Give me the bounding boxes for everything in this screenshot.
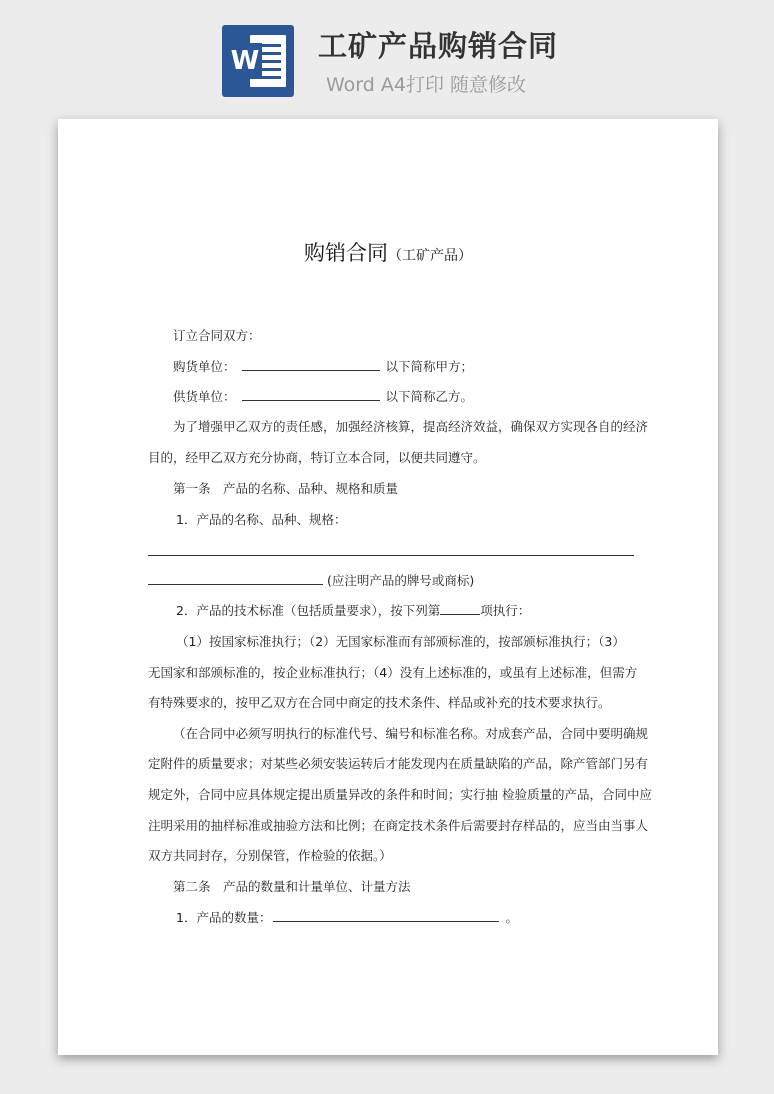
- document-title-main: 购销合同: [304, 241, 388, 265]
- article-2-item-1-end: 。: [505, 910, 518, 925]
- standard-line-1: （1）按国家标准执行；（2）无国家标准而有部颁标准的，按部颁标准执行；（3）: [176, 634, 625, 649]
- article-1-item-2-prefix: 2．产品的技术标准（包括质量要求），按下列第: [176, 603, 441, 618]
- banner: [0, 0, 774, 118]
- document-title: [58, 237, 718, 267]
- quantity-blank: [273, 909, 499, 922]
- buyer-label: 购货单位：: [173, 359, 236, 374]
- article-1-item-2: [176, 601, 530, 619]
- note-line-5: 双方共同封存，分别保管，作检验的依据。）: [148, 848, 392, 863]
- article-1-item-1: 1．产品的名称、品种、规格：: [176, 512, 347, 527]
- brand-blank: [148, 572, 323, 585]
- intro-line-1: 为了增强甲乙双方的责任感，加强经济核算，提高经济效益，确保双方实现各自的经济: [173, 419, 649, 434]
- article-1-heading: 第一条 产品的名称、品种、规格和质量: [173, 481, 399, 496]
- note-line-3: 规定外，合同中应具体规定提出质量异改的条件和时间；实行抽 检验质量的产品，合同中应: [148, 787, 652, 802]
- product-spec-rule: [148, 555, 634, 556]
- buyer-suffix: 以下简称甲方；: [385, 359, 474, 374]
- intro-line-2: 目的，经甲乙双方充分协商，特订立本合同，以便共同遵守。: [148, 450, 486, 465]
- standard-line-2: 无国家和部颁标准的，按企业标准执行；（4）没有上述标准的，或虽有上述标准，但需方: [148, 665, 638, 680]
- word-document-icon: [222, 25, 294, 97]
- buyer-line: [173, 357, 473, 375]
- banner-title: 工矿产品购销合同: [318, 29, 559, 63]
- item-number-blank: [440, 602, 480, 615]
- seller-suffix: 以下简称乙方。: [385, 389, 474, 404]
- article-1-note: (应注明产品的牌号或商标): [327, 573, 475, 588]
- seller-blank: [242, 388, 380, 401]
- note-line-2: 定附件的质量要求；对某些必须安装运转后才能发现内在质量缺陷的产品，除产管部门另有: [148, 756, 649, 771]
- note-line-4: 注明采用的抽样标准或抽验方法和比例；在商定技术条件后需要封存样品的，应当由当事人: [148, 818, 649, 833]
- article-2-item-1: [176, 908, 518, 926]
- parties-heading: 订立合同双方：: [173, 328, 261, 343]
- buyer-blank: [242, 358, 380, 371]
- banner-subtitle: Word A4打印 随意修改: [326, 74, 527, 96]
- article-1-item-2-suffix: 项执行：: [480, 603, 531, 618]
- article-1-note-line: [148, 571, 474, 589]
- standard-line-3: 有特殊要求的，按甲乙双方在合同中商定的技术条件、样品或补充的技术要求执行。: [148, 695, 611, 710]
- article-2-heading: 第二条 产品的数量和计量单位、计量方法: [173, 879, 411, 894]
- seller-label: 供货单位：: [173, 389, 236, 404]
- note-line-1: （在合同中必须写明执行的标准代号、编号和标准名称。对成套产品，合同中要明确规: [173, 726, 649, 741]
- word-icon-letter: W: [228, 43, 262, 79]
- article-2-item-1-label: 1．产品的数量：: [176, 910, 272, 925]
- document-page: [58, 119, 718, 1055]
- document-title-paren: （工矿产品）: [388, 248, 472, 264]
- seller-line: [173, 387, 473, 405]
